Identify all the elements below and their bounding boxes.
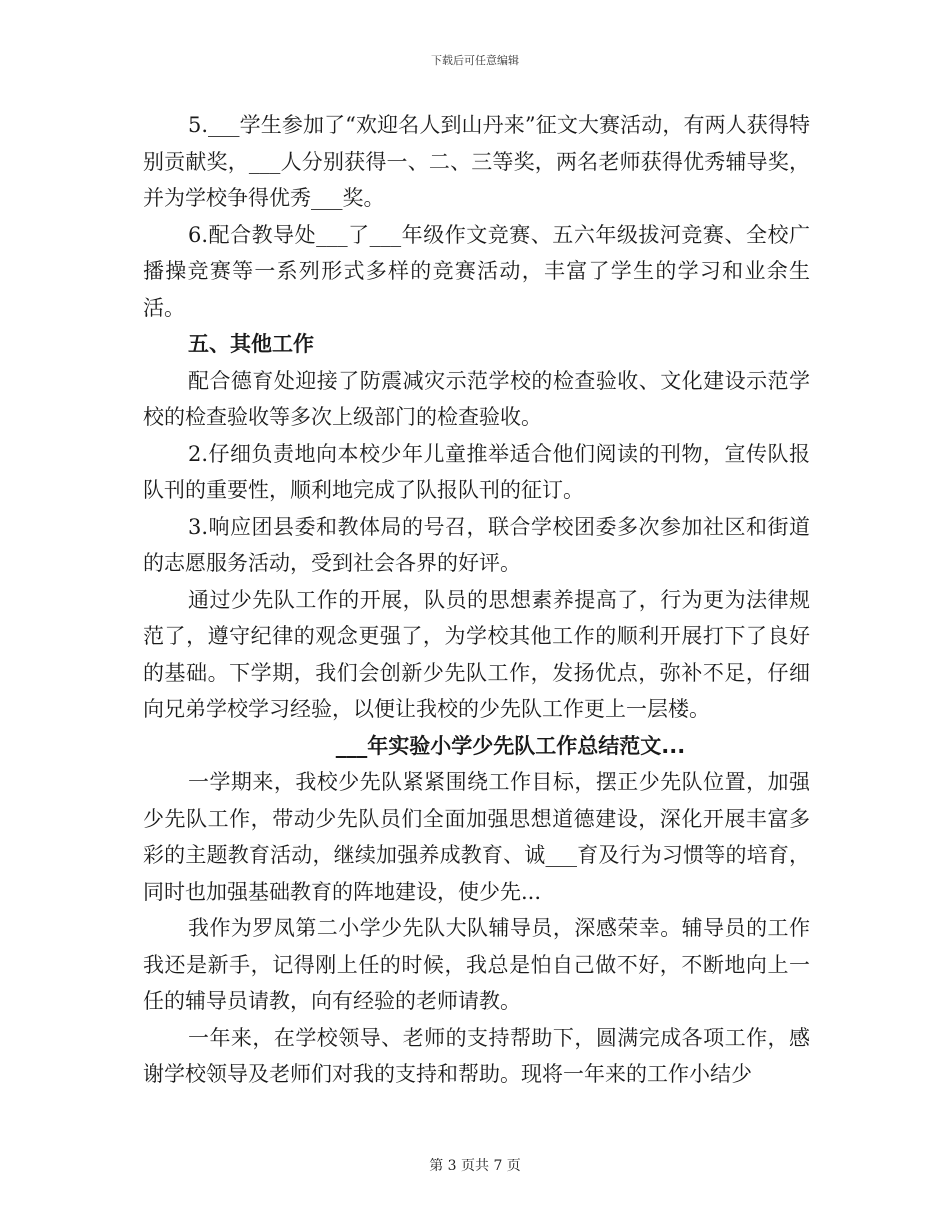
paragraph-other-work-3: 3.响应团县委和教体局的号召，联合学校团委多次参加社区和街道的志愿服务活动，受到社会各界的好评。 xyxy=(143,514,810,575)
paragraph-other-work-2: 2.仔细负责地向本校少年儿童推举适合他们阅读的刊物，宣传队报队刊的重要性，顺利地完成了队报队刊的征订。 xyxy=(143,441,810,502)
section-heading-other-work: 五、其他工作 xyxy=(188,332,314,356)
page-number: 第 3 页共 7 页 xyxy=(429,1158,521,1174)
paragraph-year-summary: 一年来，在学校领导、老师的支持帮助下，圆满完成各项工作，感谢学校领导及老师们对我的支持和帮助。现将一年来的工作小结少 xyxy=(143,1025,810,1086)
paragraph-semester-summary: 一学期来，我校少先队紧紧围绕工作目标，摆正少先队位置，加强少先队工作，带动少先队员们全面加强思想道德建设，深化开展丰富多彩的主题教育活动，继续加强养成教育、诚___育及行为习惯等的培育，同时也加强基础教育的阵地建设，使少先... xyxy=(143,770,810,904)
article-title: ___年实验小学少先队工作总结范文... xyxy=(335,733,686,758)
paragraph-other-work-1: 配合德育处迎接了防震减灾示范学校的检查验收、文化建设示范学校的检查验收等多次上级部门的检查验收。 xyxy=(143,368,810,429)
paragraph-conclusion: 通过少先队工作的开展，队员的思想素养提高了，行为更为法律规范了，遵守纪律的观念更强了，为学校其他工作的顺利开展打下了良好的基础。下学期，我们会创新少先队工作，发扬优点，弥补不足，仔细向兄弟学校学习经验，以便让我校的少先队工作更上一层楼。 xyxy=(143,587,810,721)
paragraph-item-6: 6.配合教导处___了___年级作文竞赛、五六年级拔河竞赛、全校广播操竞赛等一系列形式多样的竞赛活动，丰富了学生的学习和业余生活。 xyxy=(143,222,810,320)
paragraph-counselor-intro: 我作为罗凤第二小学少先队大队辅导员，深感荣幸。辅导员的工作我还是新手，记得刚上任的时候，我总是怕自己做不好，不断地向上一任的辅导员请教，向有经验的老师请教。 xyxy=(143,916,810,1013)
page-header-note: 下载后可任意编辑 xyxy=(431,54,519,67)
document-body xyxy=(143,107,810,1093)
paragraph-item-5: 5.___学生参加了“欢迎名人到山丹来”征文大赛活动，有两人获得特别贡献奖，___人分别获得一、二、三等奖，两名老师获得优秀辅导奖，并为学校争得优秀___奖。 xyxy=(143,113,810,210)
